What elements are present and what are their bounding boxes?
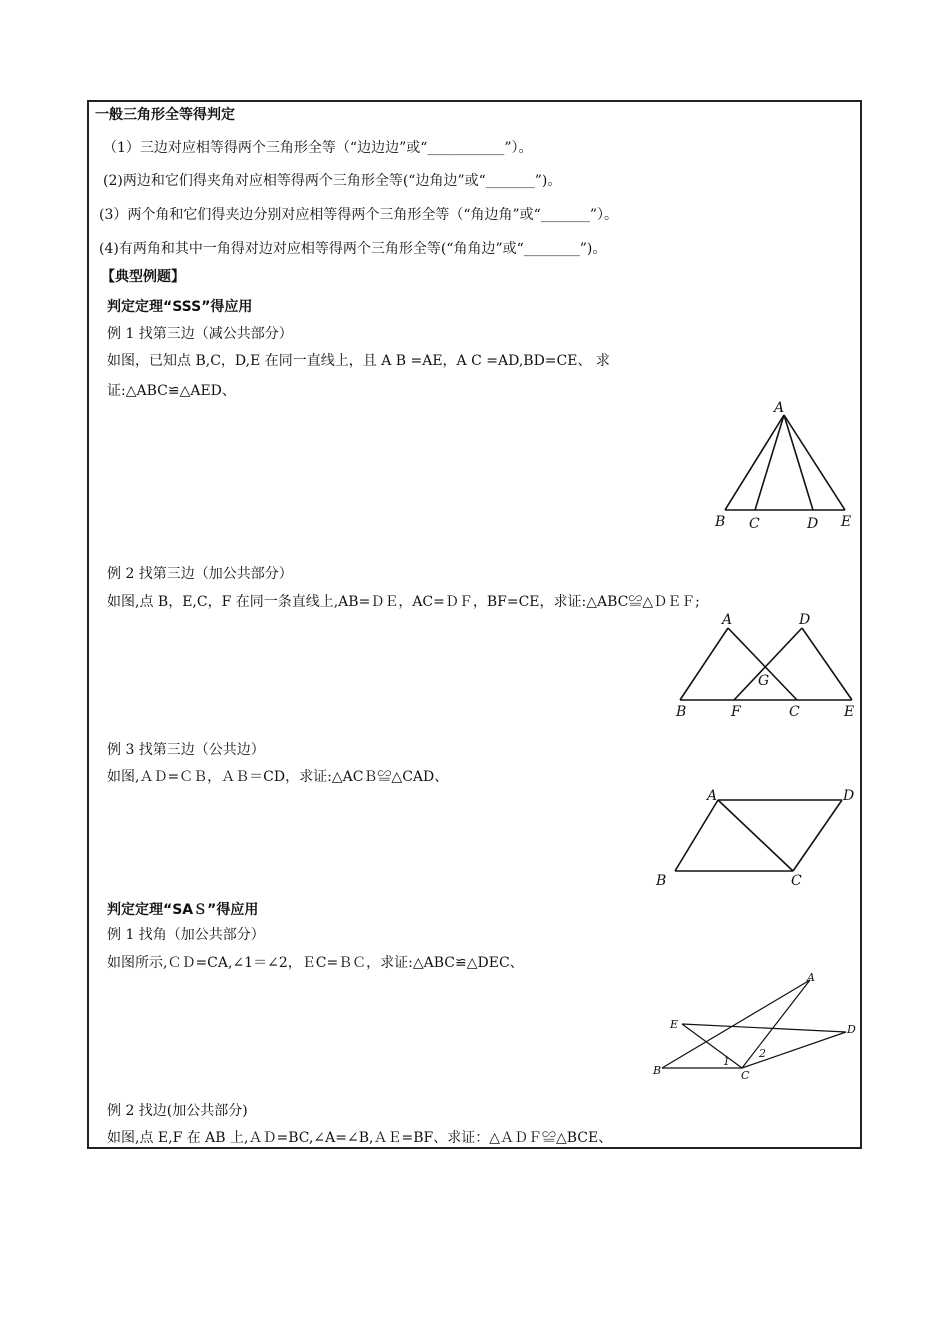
- label-B: B: [715, 514, 726, 530]
- label-E: E: [670, 1018, 679, 1031]
- rule-4: (4)有两角和其中一角得对边对应相等得两个三角形全等(“角角边”或“________”)。: [99, 241, 607, 257]
- rule-2: (2)两边和它们得夹角对应相等得两个三角形全等(“边角边”或“_______”)。: [103, 173, 562, 189]
- label-E: E: [841, 514, 852, 530]
- sss-ex1-title: 例 1 找第三边（减公共部分）: [107, 326, 293, 342]
- label-E: E: [844, 704, 855, 720]
- label-D: D: [799, 612, 811, 628]
- rule-3: (3）两个角和它们得夹边分别对应相等得两个三角形全等（“角边角”或“_______”）。: [99, 207, 618, 223]
- sss-ex2-text: 如图,点 B，E,C，F 在同一条直线上,AB=ＤＥ，AC=ＤＦ，BF=CE，求证:△ABC≌△ＤＥＦ;: [107, 594, 700, 610]
- label-A: A: [774, 400, 785, 416]
- label-A: A: [707, 788, 718, 804]
- label-D: D: [843, 788, 855, 804]
- label-B: B: [656, 873, 667, 889]
- label-A: A: [722, 612, 733, 628]
- label-angle-2: 2: [759, 1047, 766, 1060]
- sss-ex3-text: 如图,ＡＤ=ＣＢ，ＡＢ＝CD，求证:△ACＢ≌△CAD、: [107, 769, 449, 785]
- figure-sss-ex3: [650, 783, 860, 893]
- label-A: A: [807, 971, 815, 984]
- figure-sas-ex1: [650, 968, 860, 1083]
- sas-ex2-text: 如图,点 E,F 在 AB 上,ＡＤ=BC,∠A=∠B,ＡＥ=BF、求证：△ＡＤＦ≌△BCE、: [107, 1130, 613, 1146]
- sas-ex1-title: 例 1 找角（加公共部分）: [107, 927, 265, 943]
- sas-title: 判定定理“SAＳ”得应用: [107, 902, 259, 918]
- figure-sss-ex1: [700, 395, 860, 540]
- label-D: D: [847, 1023, 856, 1036]
- label-C: C: [791, 873, 802, 889]
- sas-ex1-text: 如图所示,ＣＤ=CA,∠1＝∠2，ＥC=ＢＣ，求证:△ABC≌△DEC、: [107, 955, 524, 971]
- label-angle-1: 1: [723, 1055, 730, 1068]
- label-C: C: [741, 1069, 750, 1082]
- label-C: C: [749, 516, 760, 532]
- label-B: B: [676, 704, 687, 720]
- figure-sss-ex2: [670, 608, 860, 723]
- sss-title: 判定定理“SSS”得应用: [107, 299, 253, 315]
- label-G: G: [758, 673, 770, 689]
- sss-ex1-text-cont: 证:△ABC≌△AED、: [107, 383, 236, 399]
- sss-ex1-text: 如图，已知点 B,C，D,E 在同一直线上，且 A B =AE，A C =AD,BD=CE、 求: [107, 353, 610, 369]
- label-F: F: [731, 704, 741, 720]
- sss-ex3-title: 例 3 找第三边（公共边）: [107, 742, 265, 758]
- examples-heading: 【典型例题】: [101, 269, 185, 285]
- label-B: B: [653, 1064, 662, 1077]
- label-D: D: [807, 516, 819, 532]
- sas-ex2-title: 例 2 找边(加公共部分): [107, 1103, 248, 1119]
- rule-1: （1）三边对应相等得两个三角形全等（“边边边”或“___________”）。: [103, 140, 533, 156]
- sss-ex2-title: 例 2 找第三边（加公共部分）: [107, 566, 293, 582]
- section-heading: 一般三角形全等得判定: [95, 107, 235, 123]
- label-C: C: [789, 704, 800, 720]
